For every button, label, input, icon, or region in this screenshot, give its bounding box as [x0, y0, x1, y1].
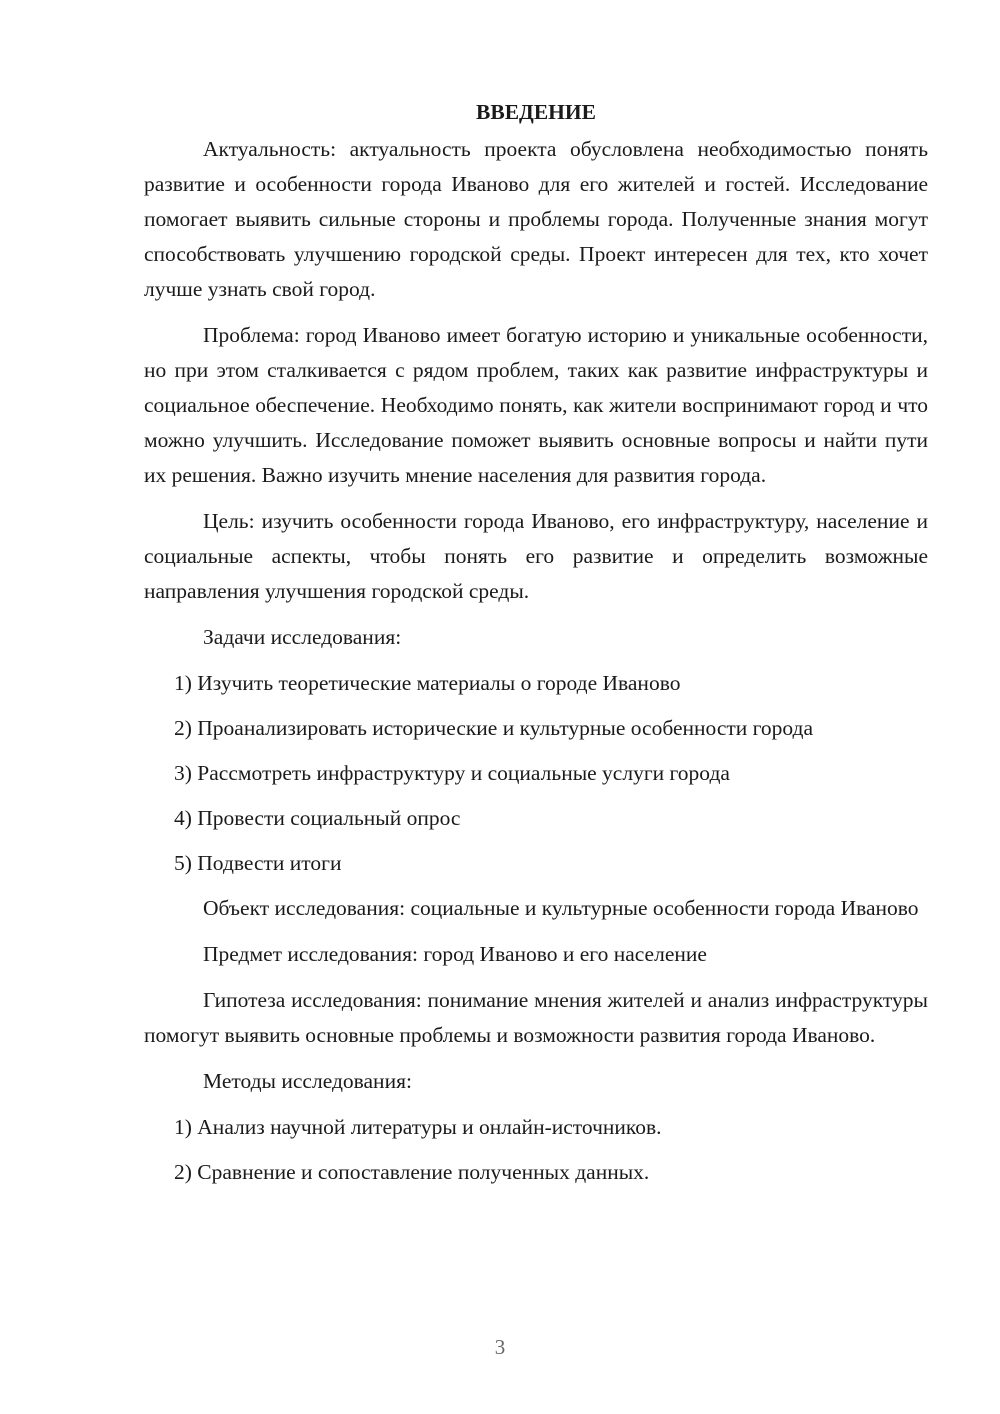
task-item-2: 2) Проанализировать исторические и культурные особенности города: [174, 716, 814, 740]
section-title: ВВЕДЕНИЕ: [476, 100, 596, 124]
method-item-1: 1) Анализ научной литературы и онлайн-источников.: [174, 1115, 662, 1139]
subject-paragraph: Предмет исследования: город Иваново и его население: [203, 942, 707, 966]
tasks-list: [144, 666, 928, 881]
page-number: 3: [494, 1335, 506, 1359]
methods-list: [144, 1110, 928, 1190]
task-item-1: 1) Изучить теоретические материалы о городе Иваново: [174, 671, 681, 695]
relevance-paragraph: Актуальность: актуальность проекта обусловлена необходимостью понять развитие и особенности города Иваново для его жителей и гостей. Исследование помогает выявить сильные стороны и проблемы города. Полученные знания могут способствовать улучшению городской среды. Проект интересен для тех, кто хочет лучше узнать свой город.: [144, 137, 928, 301]
goal-paragraph: Цель: изучить особенности города Иваново, его инфраструктуру, население и социальные аспекты, чтобы понять его развитие и определить возможные направления улучшения городской среды.: [144, 509, 928, 603]
method-item-2: 2) Сравнение и сопоставление полученных данных.: [174, 1160, 650, 1184]
document-page: [144, 96, 928, 1200]
object-paragraph: Объект исследования: социальные и культурные особенности города Иваново: [203, 896, 919, 920]
problem-paragraph: Проблема: город Иваново имеет богатую историю и уникальные особенности, но при этом сталкивается с рядом проблем, таких как развитие инфраструктуры и социальное обеспечение. Необходимо понять, как жители воспринимают город и что можно улучшить. Исследование поможет выявить основные вопросы и найти пути их решения. Важно изучить мнение населения для развития города.: [144, 323, 928, 487]
task-item-3: 3) Рассмотреть инфраструктуру и социальные услуги города: [174, 761, 730, 785]
hypothesis-paragraph: Гипотеза исследования: понимание мнения жителей и анализ инфраструктуры помогут выявить основные проблемы и возможности развития города Иваново.: [144, 988, 928, 1047]
tasks-heading: Задачи исследования:: [203, 625, 402, 649]
task-item-4: 4) Провести социальный опрос: [174, 806, 461, 830]
task-item-5: 5) Подвести итоги: [174, 851, 342, 875]
methods-heading: Методы исследования:: [203, 1069, 412, 1093]
